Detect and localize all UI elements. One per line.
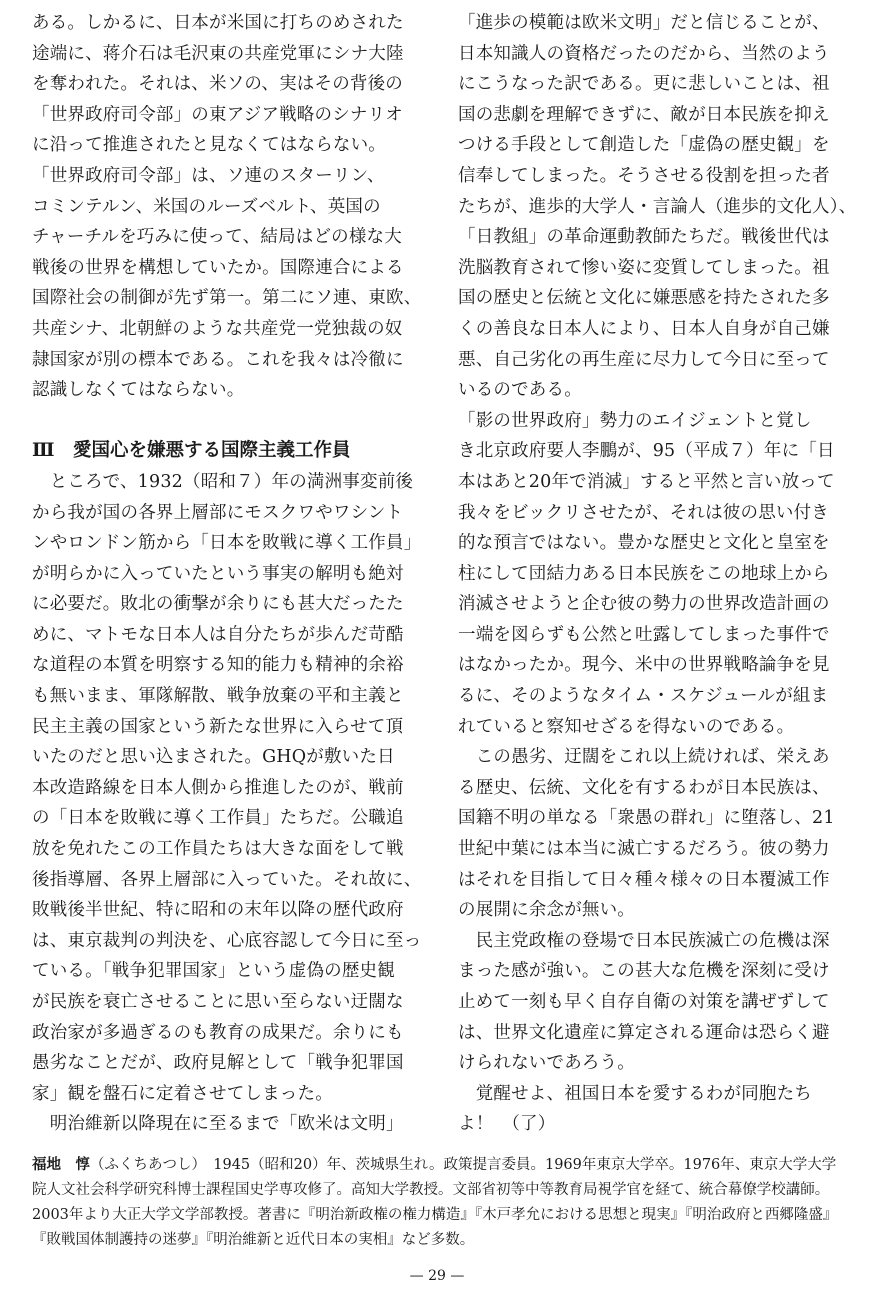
text-line: き北京政府要人李鵬が、95（平成７）年に「日 — [458, 441, 835, 462]
text-line: な道程の本質を明察する知的能力も精神的余裕 — [32, 655, 404, 676]
text-line: まった感が強い。この甚大な危機を深刻に受け — [458, 961, 830, 982]
text-line: が民族を衰亡させることに思い至らない迂闊な — [32, 992, 404, 1012]
text-line: 止めて一刻も早く自存自衛の対策を講ぜずして — [458, 992, 830, 1012]
text-line: 国際社会の制御が先ず第一。第二にソ連、東欧、 — [32, 288, 422, 309]
text-line: 国の悲劇を理解できずに、敵が日本民族を抑え — [458, 104, 830, 125]
text-line — [32, 406, 432, 437]
text-line: 民主主義の国家という新たな世界に入らせて頂 — [32, 716, 404, 737]
text-line: ところで、1932（昭和７）年の満洲事変前後 — [32, 471, 414, 492]
text-line: 世紀中葉には本当に滅亡するだろう。彼の勢力 — [458, 839, 830, 860]
text-line: いたのだと思い込まされた。GHQが敷いた日 — [32, 747, 395, 768]
text-line: 「世界政府司令部」は、ソ連のスターリン、 — [32, 165, 385, 186]
text-line: コミンテルン、米国のルーズベルト、英国の — [32, 196, 381, 217]
text-line: この愚劣、迂闊をこれ以上続ければ、栄えあ — [458, 747, 830, 768]
page-number: — 29 — — [409, 1268, 465, 1284]
text-line: 政治家が多過ぎるのも教育の成果だ。余りにも — [32, 1022, 404, 1043]
text-line: たちが、進歩的大学人・言論人（進歩的文化人）、 — [458, 196, 857, 217]
text-line: 後指導層、各界上層部に入っていた。それ故に、 — [32, 869, 422, 890]
text-line: から我が国の各界上層部にモスクワやワシント — [32, 502, 404, 523]
text-line: 家」観を盤石に定着させてしまった。 — [32, 1083, 333, 1104]
author-name: 福地 惇 — [32, 1156, 90, 1173]
text-line: 我々をビックリさせたが、それは彼の思い付き — [458, 502, 829, 523]
text-line: 一端を図らずも公然と吐露してしまった事件で — [458, 624, 830, 645]
text-line: 本はあと20年で消滅」すると平然と言い放って — [458, 471, 835, 492]
text-line: の展開に余念が無い。 — [458, 900, 635, 921]
text-line: ある。しかるに、日本が米国に打ちのめされた — [32, 13, 404, 33]
text-line: 民主党政権の登場で日本民族滅亡の危機は深 — [458, 930, 830, 951]
text-line: 覚醒せよ、祖国日本を愛するわが同胞たち — [458, 1083, 812, 1104]
text-line: に沿って推進されたと見なくてはならない。 — [32, 135, 386, 156]
text-line: 悪、自己劣化の再生産に尽力して今日に至って — [458, 349, 830, 370]
text-line: る歴史、伝統、文化を有するわが日本民族は、 — [458, 777, 830, 798]
text-line: 日本知識人の資格だったのだから、当然のよう — [458, 43, 830, 64]
text-line: 柱にして団結力ある日本民族をこの地球上から — [458, 563, 830, 584]
text-line: が明らかに入っていたという事実の解明も絶対 — [32, 563, 404, 584]
text-line: は、世界文化遺産に算定される運命は恐らく避 — [458, 1022, 830, 1043]
text-line: も無いまま、軍隊解散、戦争放棄の平和主義と — [32, 686, 404, 707]
section-heading: Ⅲ 愛国心を嫌悪する国際主義工作員 — [32, 440, 351, 462]
text-line: 放を免れたこの工作員たちは大きな面をして戦 — [32, 839, 404, 860]
text-line: 明治維新以降現在に至るまで「欧米は文明」 — [32, 1114, 404, 1135]
text-line: 「世界政府司令部」の東アジア戦略のシナリオ — [32, 104, 403, 125]
text-line: 愚劣なことだが、政府見解として「戦争犯罪国 — [32, 1053, 404, 1074]
text-line: 的な預言ではない。豊かな歴史と文化と皇室を — [458, 533, 830, 554]
text-line: を奪われた。それは、米ソの、実はその背後の — [32, 74, 403, 95]
text-line: 認識しなくてはならない。 — [32, 380, 245, 401]
text-line: けられないであろう。 — [458, 1053, 635, 1074]
text-line: にこうなった訳である。更に悲しいことは、祖 — [458, 74, 830, 95]
text-line: の「日本を敗戦に導く工作員」たちだ。公職追 — [32, 808, 404, 829]
text-line: いるのである。 — [458, 380, 582, 401]
author-bio — [32, 1152, 844, 1253]
text-line: に必要だ。敗北の衝撃が余りにも甚大だったた — [32, 594, 404, 615]
text-line: 敗戦後半世紀、特に昭和の末年以降の歴代政府 — [32, 900, 404, 921]
text-line: 「進歩の模範は欧米文明」だと信じることが、 — [458, 13, 830, 33]
text-line: 途端に、蒋介石は毛沢東の共産党軍にシナ大陸 — [32, 43, 404, 64]
text-line: チャーチルを巧みに使って、結局はどの様な大 — [32, 227, 402, 248]
text-line: ている。「戦争犯罪国家」という虚偽の歴史観 — [32, 961, 395, 982]
author-bio-text: （ふくちあつし） 1945（昭和20）年、茨城県生れ。政策提言委員。1969年東京大学卒。1976年、東京大学大学院人文社会科学研究科博士課程国史学専攻修了。高知大学教授。文部省初等中等教育局視学官を経て、統合幕僚学校講師。2003年より大正大学文学部教授。著書に『明治新政権の権力構造』『木戸孝允における思想と現実』『明治政府と西郷隆盛』『敗戦国体制護持の迷夢』『明治維新と近代日本の実相』など多数。 — [32, 1157, 838, 1248]
text-line: は、東京裁判の判決を、心底容認して今日に至っ — [32, 930, 422, 951]
text-line: れていると察知せざるを得ないのである。 — [458, 716, 795, 737]
text-line: めに、マトモな日本人は自分たちが歩んだ苛酷 — [32, 624, 404, 645]
text-line: 共産シナ、北朝鮮のような共産党一党独裁の奴 — [32, 318, 403, 339]
text-line: るに、そのようなタイム・スケジュールが組ま — [458, 686, 829, 707]
text-line: 国籍不明の単なる「衆愚の群れ」に堕落し、21 — [458, 808, 835, 829]
text-line: 信奉してしまった。そうさせる役割を担った者 — [458, 165, 830, 186]
text-line: 「影の世界政府」勢力のエイジェントと覚し — [458, 410, 812, 431]
text-line: くの善良な日本人により、日本人自身が自己嫌 — [458, 318, 830, 339]
left-column — [32, 8, 432, 1140]
text-line: ンやロンドン筋から「日本を敗戦に導く工作員」 — [32, 533, 422, 554]
text-line: 本改造路線を日本人側から推進したのが、戦前 — [32, 777, 404, 798]
text-line: よ！ （了） — [458, 1114, 556, 1135]
text-line: はなかったか。現今、米中の世界戦略論争を見 — [458, 655, 830, 676]
text-line: 洗脳教育されて惨い姿に変質してしまった。祖 — [458, 257, 830, 278]
text-line: 「日教組」の革命運動教師たちだ。戦後世代は — [458, 227, 830, 248]
text-line: つける手段として創造した「虚偽の歴史観」を — [458, 135, 830, 156]
right-column — [458, 8, 858, 1140]
text-line: はそれを目指して日々種々様々の日本覆滅工作 — [458, 869, 830, 890]
text-line: 消滅させようと企む彼の勢力の世界改造計画の — [458, 594, 830, 615]
text-line: 国の歴史と伝統と文化に嫌悪感を持たされた多 — [458, 288, 830, 309]
text-line: 戦後の世界を構想していたか。国際連合による — [32, 257, 404, 278]
text-line: 隷国家が別の標本である。これを我々は冷徹に — [32, 349, 404, 370]
